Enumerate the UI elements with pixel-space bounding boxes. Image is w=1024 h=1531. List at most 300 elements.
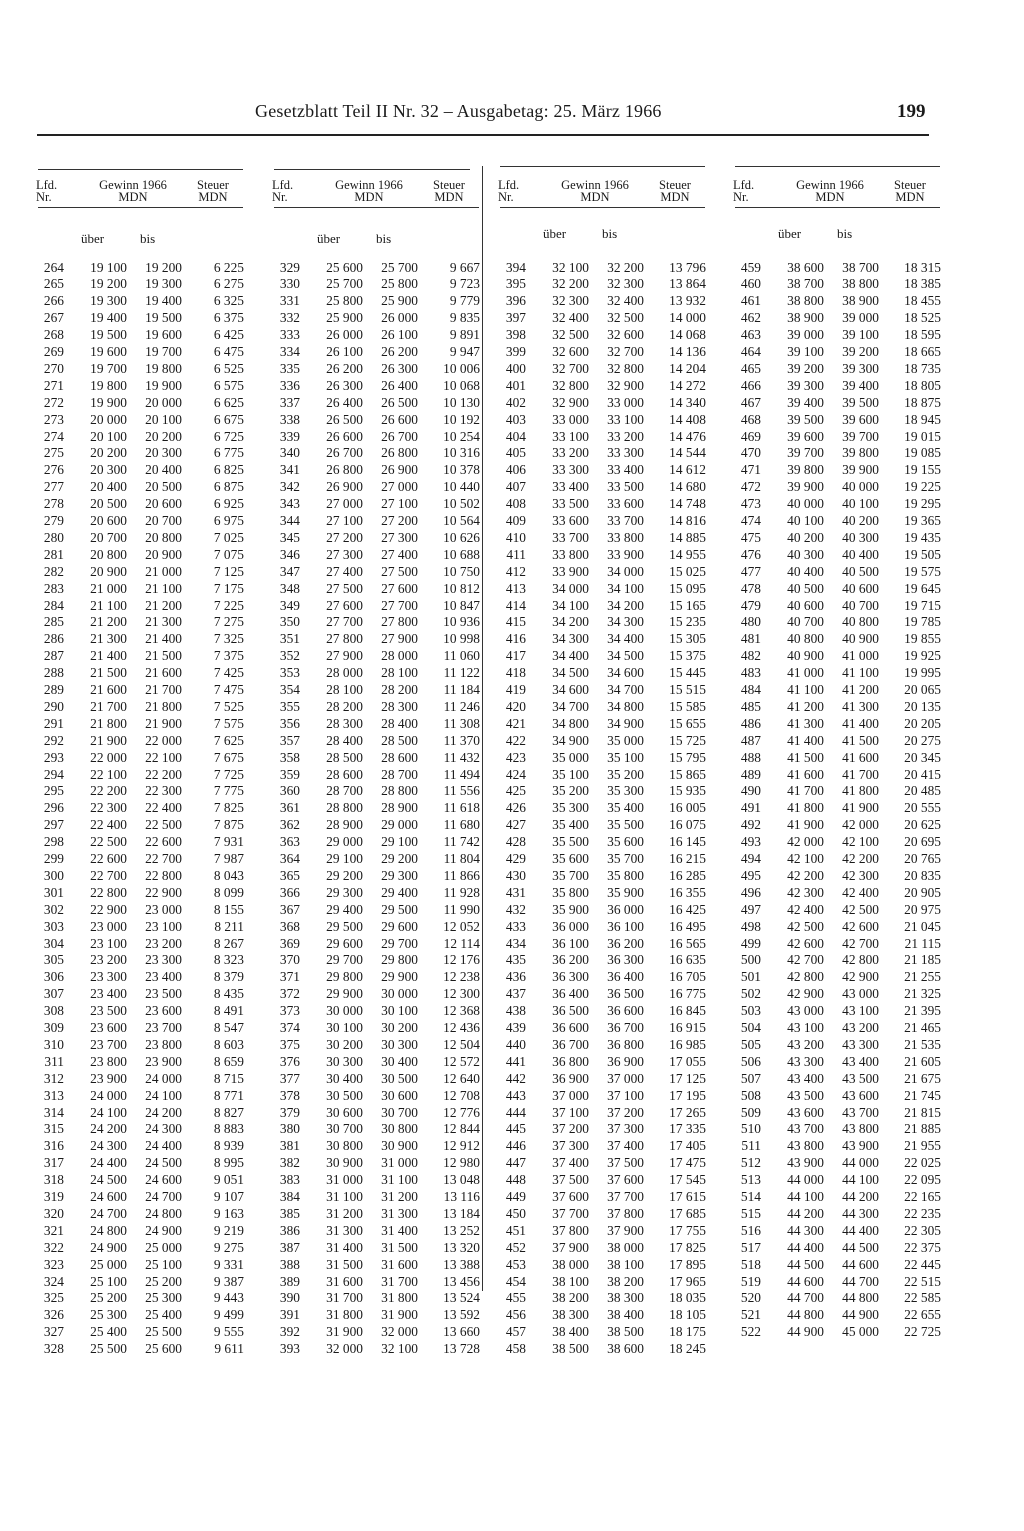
- row-number: 333: [279, 327, 300, 343]
- row-number: 461: [740, 293, 761, 309]
- row-number: 281: [43, 546, 64, 562]
- row-number: 491: [740, 800, 761, 816]
- steuer-value: 6 525: [213, 360, 244, 376]
- gewinn-ueber: 29 700: [326, 952, 363, 968]
- gewinn-bis: 32 400: [607, 293, 644, 309]
- gewinn-ueber: 27 900: [326, 648, 363, 664]
- gewinn-bis: 21 700: [145, 682, 182, 697]
- steuer-value: 16 985: [669, 1036, 706, 1052]
- row-number: 469: [740, 428, 761, 444]
- steuer-value: 20 625: [904, 817, 941, 833]
- steuer-value: 18 595: [904, 327, 941, 343]
- table-row: [38, 547, 248, 564]
- steuer-value: 8 043: [213, 867, 244, 883]
- gewinn-bis: 31 200: [381, 1189, 418, 1204]
- gewinn-bis: 28 700: [381, 766, 418, 782]
- gewinn-bis: 38 400: [607, 1307, 644, 1323]
- gewinn-bis: 31 400: [381, 1222, 418, 1238]
- row-number: 490: [740, 783, 761, 799]
- row-number: 513: [740, 1172, 761, 1188]
- table-row: [38, 1223, 248, 1240]
- gewinn-ueber: 44 300: [787, 1222, 824, 1238]
- gewinn-bis: 29 200: [381, 851, 418, 866]
- gewinn-ueber: 40 100: [787, 513, 824, 528]
- steuer-value: 11 370: [443, 732, 480, 748]
- row-number: 498: [740, 918, 761, 934]
- gewinn-bis: 23 500: [145, 986, 182, 1002]
- row-number: 520: [740, 1290, 761, 1306]
- table-row: [38, 1105, 248, 1122]
- gewinn-bis: 32 700: [607, 344, 644, 359]
- row-number: 437: [505, 986, 526, 1002]
- table-row: [735, 310, 945, 327]
- table-row: [274, 1223, 484, 1240]
- steuer-value: 19 995: [904, 665, 941, 681]
- row-number: 494: [740, 851, 761, 866]
- row-number: 418: [505, 665, 526, 681]
- row-number: 429: [505, 851, 526, 866]
- row-number: 318: [43, 1172, 64, 1188]
- table-row: [500, 733, 710, 750]
- steuer-value: 14 476: [669, 428, 706, 444]
- steuer-value: 11 742: [443, 834, 480, 850]
- header-gewinn: Gewinn 1966: [561, 178, 629, 192]
- row-number: 488: [740, 749, 761, 765]
- table-row: [735, 1121, 945, 1138]
- steuer-value: 8 435: [213, 986, 244, 1002]
- steuer-value: 17 265: [669, 1104, 706, 1120]
- gewinn-ueber: 31 500: [326, 1256, 363, 1272]
- row-number: 427: [505, 817, 526, 833]
- table-row: [500, 868, 710, 885]
- table-row: [38, 1037, 248, 1054]
- row-number: 451: [505, 1222, 526, 1238]
- header-steuer-mdn: MDN: [198, 190, 228, 204]
- steuer-value: 20 135: [904, 698, 941, 714]
- steuer-value: 22 165: [904, 1189, 941, 1204]
- gewinn-bis: 36 400: [607, 969, 644, 985]
- gewinn-ueber: 44 000: [787, 1172, 824, 1188]
- table-row: [38, 581, 248, 598]
- table-row: [500, 1257, 710, 1274]
- row-number: 419: [505, 682, 526, 697]
- gewinn-bis: 45 000: [842, 1324, 879, 1340]
- gewinn-ueber: 20 600: [90, 513, 127, 528]
- table-row: [735, 1003, 945, 1020]
- table-row: [38, 1121, 248, 1138]
- gewinn-ueber: 35 000: [552, 749, 589, 765]
- table-row: [500, 767, 710, 784]
- row-number: 379: [279, 1104, 300, 1120]
- table-row: [274, 614, 484, 631]
- gewinn-ueber: 27 300: [326, 546, 363, 562]
- row-number: 323: [43, 1256, 64, 1272]
- row-number: 377: [279, 1070, 300, 1086]
- steuer-value: 9 611: [214, 1341, 244, 1357]
- table-row: [500, 750, 710, 767]
- steuer-value: 15 725: [669, 732, 706, 748]
- table-row: [735, 1240, 945, 1257]
- row-number: 390: [279, 1290, 300, 1306]
- row-number: 465: [740, 360, 761, 376]
- gewinn-ueber: 20 700: [90, 529, 127, 545]
- gewinn-ueber: 32 800: [552, 377, 589, 393]
- gewinn-ueber: 23 400: [90, 986, 127, 1002]
- gewinn-bis: 30 100: [381, 1003, 418, 1019]
- steuer-value: 10 378: [443, 462, 480, 478]
- gewinn-bis: 33 800: [607, 529, 644, 545]
- steuer-value: 16 635: [669, 952, 706, 968]
- gewinn-bis: 25 900: [381, 293, 418, 309]
- table-row: [735, 952, 945, 969]
- gewinn-bis: 36 600: [607, 1003, 644, 1019]
- row-number: 301: [43, 884, 64, 900]
- gewinn-bis: 42 900: [842, 969, 879, 985]
- row-number: 354: [279, 682, 300, 697]
- row-number: 305: [43, 952, 64, 968]
- steuer-value: 7 625: [213, 732, 244, 748]
- table-row: [38, 834, 248, 851]
- gewinn-bis: 29 100: [381, 834, 418, 850]
- steuer-value: 8 547: [213, 1020, 244, 1035]
- gewinn-ueber: 30 000: [326, 1003, 363, 1019]
- row-number: 345: [279, 529, 300, 545]
- gewinn-bis: 34 600: [607, 665, 644, 681]
- table-row: [274, 445, 484, 462]
- header-gewinn: Gewinn 1966: [335, 178, 403, 192]
- steuer-value: 6 775: [213, 445, 244, 461]
- gewinn-bis: 44 600: [842, 1256, 879, 1272]
- steuer-value: 16 845: [669, 1003, 706, 1019]
- gewinn-ueber: 26 500: [326, 411, 363, 427]
- gewinn-bis: 25 600: [145, 1341, 182, 1357]
- gewinn-ueber: 38 500: [552, 1341, 589, 1357]
- row-number: 487: [740, 732, 761, 748]
- steuer-value: 21 255: [904, 969, 941, 985]
- gewinn-bis: 32 200: [607, 259, 644, 275]
- table-row: [274, 1138, 484, 1155]
- gewinn-bis: 35 300: [607, 783, 644, 799]
- gewinn-ueber: 31 100: [326, 1189, 363, 1204]
- steuer-value: 16 775: [669, 986, 706, 1002]
- gewinn-bis: 24 700: [145, 1189, 182, 1204]
- row-number: 501: [740, 969, 761, 985]
- row-number: 278: [43, 496, 64, 512]
- table-row: [735, 1206, 945, 1223]
- gewinn-ueber: 40 600: [787, 597, 824, 613]
- gewinn-ueber: 35 800: [552, 884, 589, 900]
- column-header-underline: [735, 207, 940, 208]
- table-row: [38, 445, 248, 462]
- steuer-value: 20 695: [904, 834, 941, 850]
- table-row: [735, 276, 945, 293]
- steuer-value: 11 246: [443, 698, 480, 714]
- table-row: [735, 564, 945, 581]
- row-number: 503: [740, 1003, 761, 1019]
- gewinn-ueber: 29 400: [326, 901, 363, 917]
- gewinn-ueber: 42 800: [787, 969, 824, 985]
- header-title: Gesetzblatt Teil II Nr. 32 – Ausgabetag: 25. März 1966: [255, 101, 662, 121]
- table-row: [500, 445, 710, 462]
- table-row: [500, 1020, 710, 1037]
- row-number: 440: [505, 1036, 526, 1052]
- table-row: [38, 1138, 248, 1155]
- steuer-value: 9 723: [449, 276, 480, 292]
- steuer-value: 18 245: [669, 1341, 706, 1357]
- gewinn-ueber: 23 200: [90, 952, 127, 968]
- table-row: [38, 310, 248, 327]
- gewinn-ueber: 33 200: [552, 445, 589, 461]
- table-row: [500, 429, 710, 446]
- gewinn-ueber: 30 500: [326, 1087, 363, 1103]
- row-number: 455: [505, 1290, 526, 1306]
- gewinn-bis: 41 600: [842, 749, 879, 765]
- gewinn-bis: 33 500: [607, 479, 644, 495]
- row-number: 495: [740, 867, 761, 883]
- steuer-value: 20 345: [904, 749, 941, 765]
- steuer-value: 21 395: [904, 1003, 941, 1019]
- gewinn-ueber: 32 200: [552, 276, 589, 292]
- table-row: [274, 1206, 484, 1223]
- steuer-value: 7 987: [213, 851, 244, 866]
- gewinn-ueber: 24 300: [90, 1138, 127, 1154]
- table-row: [500, 885, 710, 902]
- gewinn-bis: 44 100: [842, 1172, 879, 1188]
- steuer-value: 11 804: [443, 851, 480, 866]
- gewinn-bis: 40 600: [842, 580, 879, 596]
- steuer-value: 6 825: [213, 462, 244, 478]
- steuer-value: 20 065: [904, 682, 941, 697]
- row-number: 400: [505, 360, 526, 376]
- table-row: [500, 462, 710, 479]
- table-row: [735, 1189, 945, 1206]
- gewinn-ueber: 34 300: [552, 631, 589, 647]
- row-number: 521: [740, 1307, 761, 1323]
- table-row: [38, 513, 248, 530]
- gewinn-bis: 40 700: [842, 597, 879, 613]
- gewinn-bis: 30 200: [381, 1020, 418, 1035]
- gewinn-ueber: 31 200: [326, 1205, 363, 1221]
- table-row: [38, 462, 248, 479]
- table-row: [38, 817, 248, 834]
- row-number: 425: [505, 783, 526, 799]
- steuer-value: 9 051: [213, 1172, 244, 1188]
- table-row: [274, 1105, 484, 1122]
- gewinn-bis: 39 200: [842, 344, 879, 359]
- gewinn-ueber: 42 600: [787, 935, 824, 951]
- gewinn-ueber: 20 500: [90, 496, 127, 512]
- table-row: [38, 919, 248, 936]
- table-row: [500, 919, 710, 936]
- table-row: [274, 1274, 484, 1291]
- row-number: 385: [279, 1205, 300, 1221]
- gewinn-ueber: 23 600: [90, 1020, 127, 1035]
- gewinn-bis: 36 200: [607, 935, 644, 951]
- row-number: 500: [740, 952, 761, 968]
- row-number: 438: [505, 1003, 526, 1019]
- gewinn-ueber: 28 400: [326, 732, 363, 748]
- table-row: [500, 783, 710, 800]
- gewinn-ueber: 37 200: [552, 1121, 589, 1137]
- table-row: [274, 750, 484, 767]
- table-row: [38, 1240, 248, 1257]
- gewinn-ueber: 38 800: [787, 293, 824, 309]
- gewinn-bis: 22 600: [145, 834, 182, 850]
- table-row: [735, 547, 945, 564]
- table-row: [38, 800, 248, 817]
- steuer-value: 16 705: [669, 969, 706, 985]
- table-row: [274, 260, 484, 277]
- gewinn-ueber: 32 500: [552, 327, 589, 343]
- gewinn-bis: 42 500: [842, 901, 879, 917]
- gewinn-ueber: 35 900: [552, 901, 589, 917]
- gewinn-ueber: 36 600: [552, 1020, 589, 1035]
- steuer-value: 7 225: [213, 597, 244, 613]
- steuer-value: 16 565: [669, 935, 706, 951]
- row-number: 289: [43, 682, 64, 697]
- row-number: 279: [43, 513, 64, 528]
- gewinn-ueber: 43 500: [787, 1087, 824, 1103]
- gewinn-bis: 21 600: [145, 665, 182, 681]
- steuer-value: 22 025: [904, 1155, 941, 1171]
- gewinn-ueber: 27 500: [326, 580, 363, 596]
- gewinn-bis: 22 300: [145, 783, 182, 799]
- gewinn-bis: 43 200: [842, 1020, 879, 1035]
- row-number: 473: [740, 496, 761, 512]
- gewinn-ueber: 23 900: [90, 1070, 127, 1086]
- gewinn-bis: 40 500: [842, 563, 879, 579]
- table-row: [274, 699, 484, 716]
- table-row: [274, 479, 484, 496]
- table-row: [735, 614, 945, 631]
- row-number: 386: [279, 1222, 300, 1238]
- gewinn-bis: 42 400: [842, 884, 879, 900]
- row-number: 310: [43, 1036, 64, 1052]
- header-rule: [37, 134, 929, 136]
- header-gewinn-mdn: MDN: [354, 190, 384, 204]
- header-bis: bis: [837, 226, 853, 241]
- row-number: 288: [43, 665, 64, 681]
- row-number: 477: [740, 563, 761, 579]
- gewinn-ueber: 37 700: [552, 1205, 589, 1221]
- table-row: [735, 293, 945, 310]
- gewinn-ueber: 19 200: [90, 276, 127, 292]
- gewinn-ueber: 23 000: [90, 918, 127, 934]
- row-number: 463: [740, 327, 761, 343]
- gewinn-bis: 30 300: [381, 1036, 418, 1052]
- table-row: [274, 1257, 484, 1274]
- table-row: [735, 1223, 945, 1240]
- gewinn-bis: 28 300: [381, 698, 418, 714]
- row-number: 444: [505, 1104, 526, 1120]
- gewinn-ueber: 30 600: [326, 1104, 363, 1120]
- gewinn-ueber: 23 800: [90, 1053, 127, 1069]
- steuer-value: 14 272: [669, 377, 706, 393]
- gewinn-ueber: 38 300: [552, 1307, 589, 1323]
- steuer-value: 17 195: [669, 1087, 706, 1103]
- row-number: 369: [279, 935, 300, 951]
- gewinn-bis: 33 700: [607, 513, 644, 528]
- row-number: 311: [44, 1053, 64, 1069]
- gewinn-bis: 31 600: [381, 1256, 418, 1272]
- row-number: 370: [279, 952, 300, 968]
- steuer-value: 17 825: [669, 1239, 706, 1255]
- table-row: [735, 834, 945, 851]
- header-steuer: Steuer: [659, 178, 691, 192]
- steuer-value: 8 771: [213, 1087, 244, 1103]
- gewinn-ueber: 33 400: [552, 479, 589, 495]
- gewinn-bis: 39 700: [842, 428, 879, 444]
- table-row: [735, 1020, 945, 1037]
- table-row: [500, 327, 710, 344]
- gewinn-bis: 19 200: [145, 259, 182, 275]
- table-row: [274, 1324, 484, 1341]
- row-number: 336: [279, 377, 300, 393]
- gewinn-bis: 43 000: [842, 986, 879, 1002]
- steuer-value: 10 316: [443, 445, 480, 461]
- steuer-value: 20 835: [904, 867, 941, 883]
- gewinn-bis: 41 900: [842, 800, 879, 816]
- gewinn-bis: 37 600: [607, 1172, 644, 1188]
- steuer-value: 11 122: [443, 665, 480, 681]
- table-row: [38, 851, 248, 868]
- row-number: 351: [279, 631, 300, 647]
- table-row: [735, 479, 945, 496]
- table-row: [735, 1290, 945, 1307]
- steuer-value: 8 995: [213, 1155, 244, 1171]
- steuer-value: 6 375: [213, 310, 244, 326]
- gewinn-bis: 38 800: [842, 276, 879, 292]
- gewinn-ueber: 19 600: [90, 344, 127, 359]
- gewinn-ueber: 40 200: [787, 529, 824, 545]
- gewinn-ueber: 23 500: [90, 1003, 127, 1019]
- gewinn-ueber: 22 600: [90, 851, 127, 866]
- gewinn-bis: 44 400: [842, 1222, 879, 1238]
- steuer-value: 17 335: [669, 1121, 706, 1137]
- gewinn-ueber: 35 100: [552, 766, 589, 782]
- table-row: [38, 1257, 248, 1274]
- row-number: 359: [279, 766, 300, 782]
- gewinn-ueber: 38 700: [787, 276, 824, 292]
- header-gewinn-mdn: MDN: [580, 190, 610, 204]
- steuer-value: 12 776: [443, 1104, 480, 1120]
- gewinn-ueber: 25 800: [326, 293, 363, 309]
- row-number: 467: [740, 394, 761, 410]
- gewinn-bis: 39 800: [842, 445, 879, 461]
- gewinn-bis: 23 600: [145, 1003, 182, 1019]
- table-row: [274, 800, 484, 817]
- gewinn-bis: 43 600: [842, 1087, 879, 1103]
- table-row: [500, 395, 710, 412]
- table-row: [735, 665, 945, 682]
- gewinn-ueber: 25 300: [90, 1307, 127, 1323]
- table-row: [735, 783, 945, 800]
- steuer-value: 10 440: [443, 479, 480, 495]
- steuer-value: 10 998: [443, 631, 480, 647]
- row-number: 373: [279, 1003, 300, 1019]
- gewinn-ueber: 28 200: [326, 698, 363, 714]
- steuer-value: 6 475: [213, 344, 244, 359]
- table-row: [274, 1003, 484, 1020]
- steuer-value: 9 555: [213, 1324, 244, 1340]
- gewinn-ueber: 22 300: [90, 800, 127, 816]
- gewinn-ueber: 36 800: [552, 1053, 589, 1069]
- row-number: 475: [740, 529, 761, 545]
- row-number: 264: [43, 259, 64, 275]
- gewinn-ueber: 38 600: [787, 259, 824, 275]
- steuer-value: 13 932: [669, 293, 706, 309]
- table-row: [38, 496, 248, 513]
